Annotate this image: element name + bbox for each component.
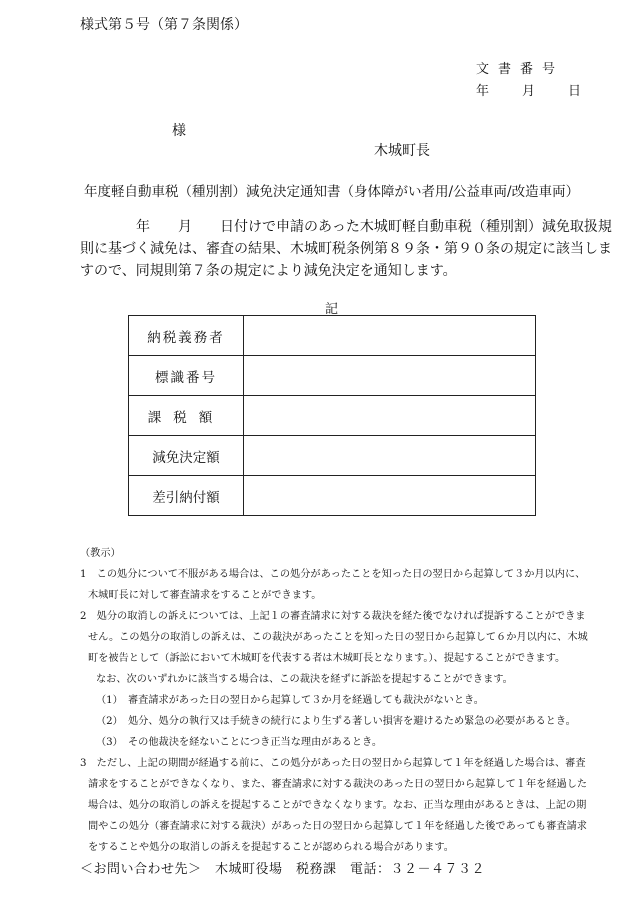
document-number-label: 文書番号 <box>476 62 565 77</box>
note-sub-item: （1） 審査請求があった日の翌日から起算して３か月を経過しても裁決がないとき。 <box>96 695 484 706</box>
note-line: をすることや処分の取消しの訴えを提起することが認められる場合があります。 <box>88 842 454 853</box>
contact-info: ＜お問い合わせ先＞ 木城町役場 税務課 電話：３２－４７３２ <box>80 862 486 877</box>
body-paragraph <box>80 216 612 282</box>
row-label-plate-number: 標識番号 <box>129 356 244 396</box>
ki-heading: 記 <box>325 302 339 317</box>
row-value-plate-number <box>244 356 536 396</box>
table-row <box>129 396 536 436</box>
row-value-taxpayer <box>244 316 536 356</box>
row-value-net-payment <box>244 476 536 516</box>
date-year-label: 年 <box>476 84 490 99</box>
date-day-label: 日 <box>568 84 582 99</box>
note-sub-item: （3） その他裁決を経ないことにつき正当な理由があるとき。 <box>96 737 383 748</box>
table-row <box>129 356 536 396</box>
note-line: せん。この処分の取消しの訴えは、この裁決があったことを知った日の翌日から起算して６か月以内に、木城 <box>88 632 588 643</box>
row-label-taxpayer: 納税義務者 <box>129 316 244 356</box>
body-line: 年 月 日付けで申請のあった木城町軽自動車税（種別割）減免取扱規 <box>80 219 612 235</box>
row-value-tax-amount <box>244 396 536 436</box>
note-line: 木城町長に対して審査請求をすることができます。 <box>88 590 322 601</box>
note-line: 間やこの処分（審査請求に対する裁決）があった日の翌日から起算して１年を経過した後であっても審査請求 <box>88 821 587 832</box>
document-date <box>476 80 581 99</box>
note-sub-item: （2） 処分、処分の執行又は手続きの続行により生ずる著しい損害を避けるため緊急の必要があるとき。 <box>96 716 576 727</box>
note-line: 場合は、処分の取消しの訴えを提起することができなくなります。なお、正当な理由があるときは、上記の期 <box>88 800 587 811</box>
form-number: 様式第５号（第７条関係） <box>80 17 248 33</box>
row-label-net-payment: 差引納付額 <box>129 476 244 516</box>
row-label-tax-amount: 課税額 <box>129 396 244 436</box>
note-line: なお、次のいずれかに該当する場合は、この裁決を経ずに訴訟を提起することができます。 <box>96 674 513 685</box>
row-label-exemption-amount: 減免決定額 <box>129 436 244 476</box>
notes-heading: （教示） <box>80 548 121 559</box>
table-row <box>129 316 536 356</box>
note-line: 請求をすることができなくなり、また、審査請求に対する裁決のあった日の翌日から起算して１年を経過した <box>88 779 588 790</box>
details-table <box>128 315 536 516</box>
note-line: 町を被告として（訴訟において木城町を代表する者は木城町長となります。）、提起することができます。 <box>88 653 566 664</box>
note-line: 3 ただし、上記の期間が経過する前に、この処分があった日の翌日から起算して１年を経過した場合は、審査 <box>80 758 586 769</box>
table-row <box>129 436 536 476</box>
note-line: 1 この処分について不服がある場合は、この処分があったことを知った日の翌日から起算して３か月以内に、 <box>80 569 586 580</box>
body-line: 則に基づく減免は、審査の結果、木城町税条例第８９条・第９０条の規定に該当しま <box>80 241 612 257</box>
instruction-notes <box>80 543 588 858</box>
date-month-label: 月 <box>522 84 536 99</box>
document-title: 年度軽自動車税（種別割）減免決定通知書（身体障がい者用/公益車両/改造車両） <box>84 184 580 200</box>
sender-name: 木城町長 <box>374 143 430 159</box>
row-value-exemption-amount <box>244 436 536 476</box>
note-line: 2 処分の取消しの訴えについては、上記１の審査請求に対する裁決を経た後でなければ提訴することができま <box>80 611 586 622</box>
body-line: すので、同規則第７条の規定により減免決定を通知します。 <box>80 263 457 279</box>
addressee: 様 <box>172 123 186 139</box>
table-row <box>129 476 536 516</box>
